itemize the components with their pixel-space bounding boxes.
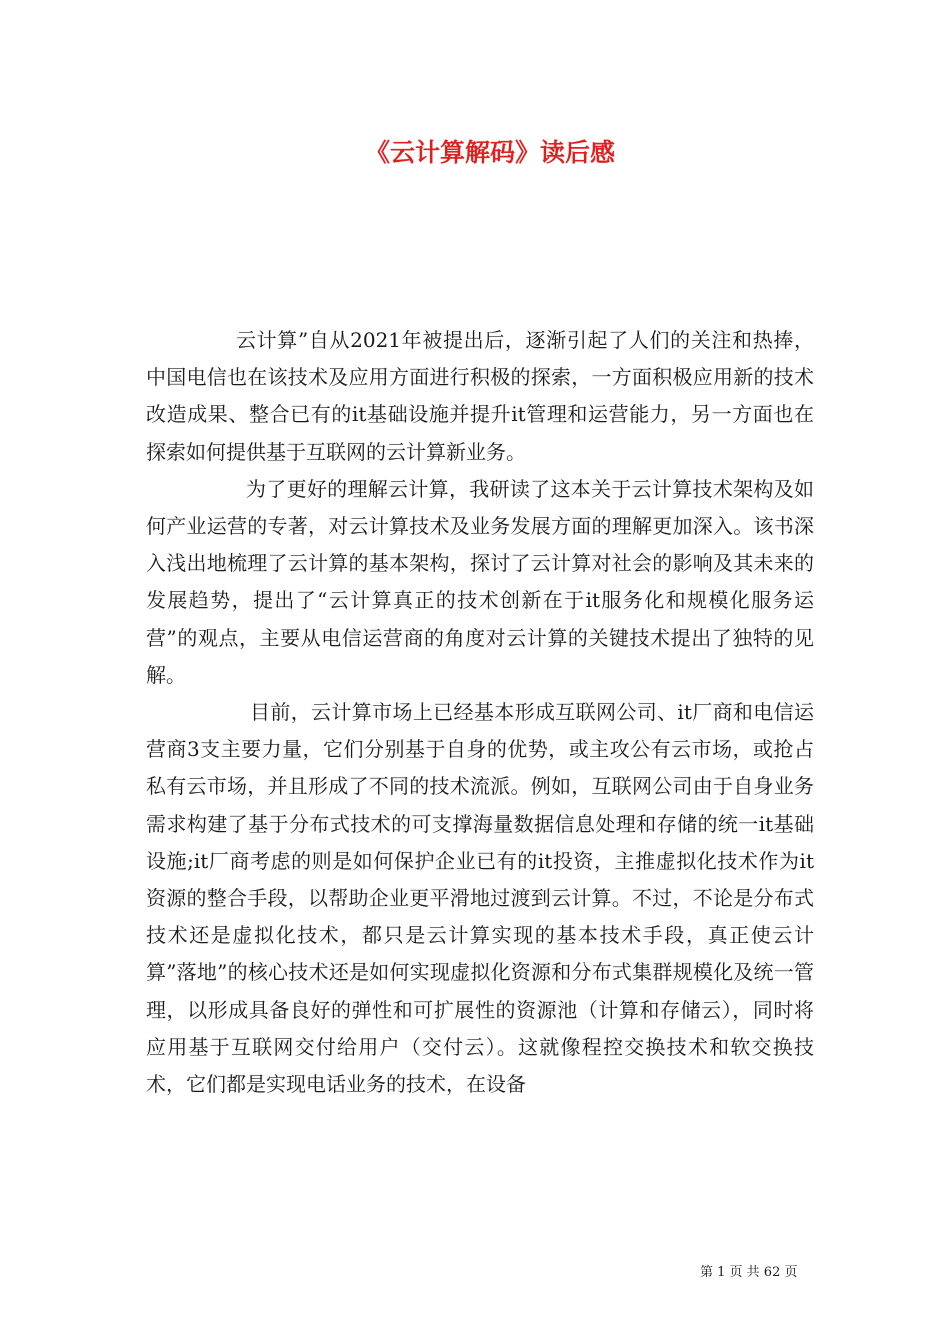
paragraph-1: 云计算”自从2021年被提出后，逐渐引起了人们的关注和热捧，中国电信也在该技术及应用方面进行积极的探索，一方面积极应用新的技术改造成果、整合已有的it基础设施并提升it管理和运营能力，另一方面也在探索如何提供基于互联网的云计算新业务。 (146, 328, 814, 464)
page-number: 第 1 页 共 62 页 (700, 1265, 798, 1280)
document-body (146, 322, 814, 1103)
paragraph-2: 为了更好的理解云计算，我研读了这本关于云计算技术架构及如何产业运营的专著，对云计算技术及业务发展方面的理解更加深入。该书深入浅出地梳理了云计算的基本架构，探讨了云计算对社会的影响及其未来的发展趋势，提出了“云计算真正的技术创新在于it服务化和规模化服务运营”的观点，主要从电信运营商的角度对云计算的关键技术提出了独特的见解。 (146, 476, 814, 687)
document-title: 《云计算解码》读后感 (364, 138, 615, 167)
paragraph-3: 目前，云计算市场上已经基本形成互联网公司、it厂商和电信运营商3支主要力量，它们分别基于自身的优势，或主攻公有云市场，或抢占私有云市场，并且形成了不同的技术流派。例如，互联网公司由于自身业务需求构建了基于分布式技术的可支撑海量数据信息处理和存储的统一it基础设施;it厂商考虑的则是如何保护企业已有的it投资，主推虚拟化技术作为it资源的整合手段，以帮助企业更平滑地过渡到云计算。不过，不论是分布式技术还是虚拟化技术，都只是云计算实现的基本技术手段，真正使云计算”落地”的核心技术还是如何实现虚拟化资源和分布式集群规模化及统一管理，以形成具备良好的弹性和可扩展性的资源池（计算和存储云），同时将应用基于互联网交付给用户（交付云）。这就像程控交换技术和软交换技术，它们都是实现电话业务的技术，在设备 (146, 700, 814, 1097)
